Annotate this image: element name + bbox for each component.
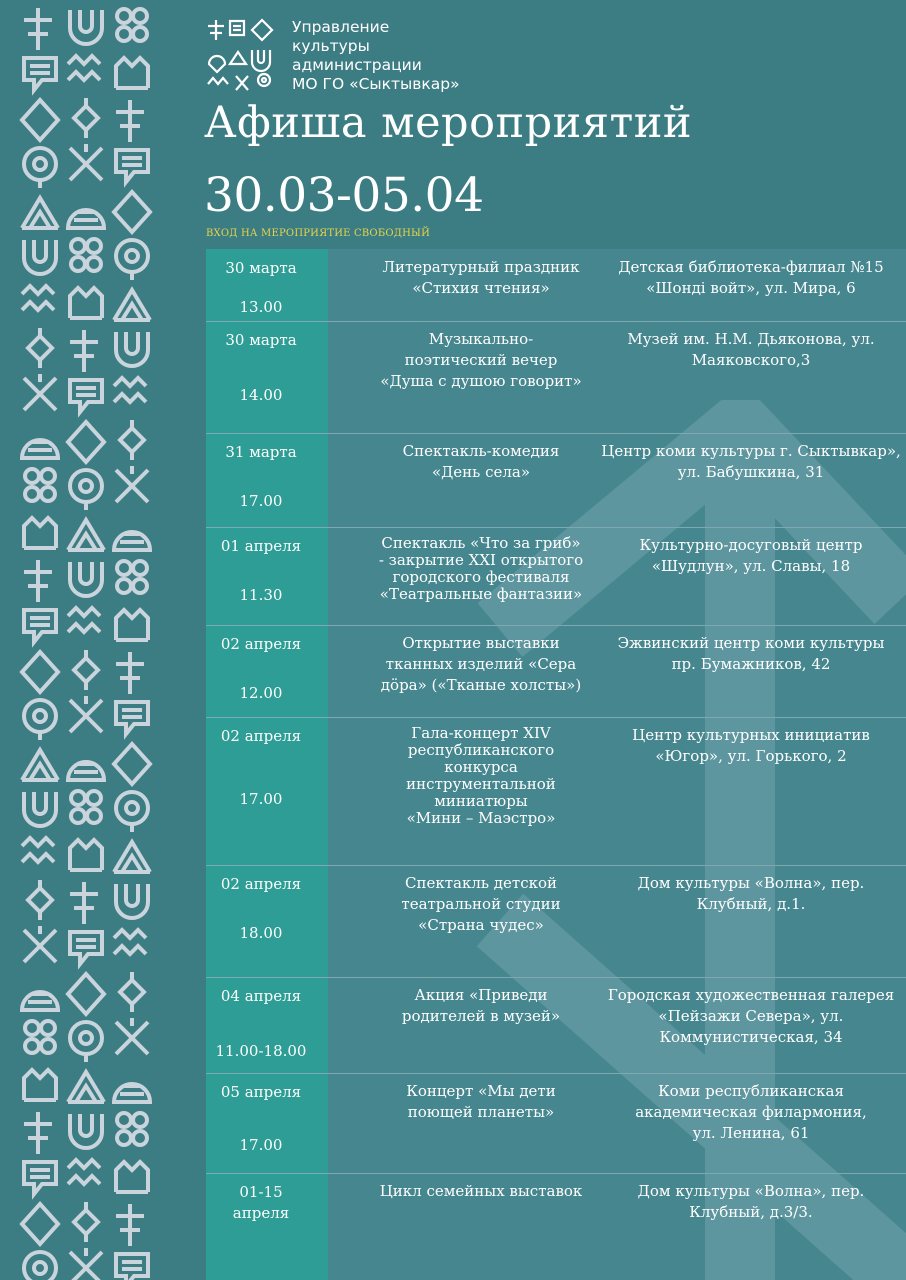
org-line: МО ГО «Сыктывкар»	[292, 75, 460, 93]
event-row	[206, 321, 906, 434]
event-row	[206, 249, 906, 322]
event-time: 12.00	[239, 684, 283, 702]
event-time: 11.00-18.00	[215, 1042, 307, 1060]
organization-name	[292, 18, 512, 94]
event-date: 02 апреля	[220, 875, 302, 893]
event-date: 01-15 апреля	[232, 1183, 290, 1222]
event-row	[206, 1073, 906, 1174]
event-row	[206, 625, 906, 718]
event-title: Спектакль «Что за гриб» - закрытие XXI открытого городского фестиваля «Театральные фантазии»	[378, 534, 584, 603]
event-date: 02 апреля	[220, 635, 302, 653]
org-line: культуры	[292, 37, 370, 55]
event-title: Акция «Приведи родителей в музей»	[401, 986, 561, 1025]
event-time: 18.00	[239, 924, 283, 942]
event-row	[206, 527, 906, 626]
header-logo	[206, 18, 506, 100]
event-place: Центр коми культуры г. Сыктывкар», ул. Бабушкина, 31	[601, 442, 901, 481]
event-place: Эжвинский центр коми культуры пр. Бумажников, 42	[617, 634, 885, 673]
event-time: 14.00	[239, 386, 283, 404]
date-range: 30.03-05.04	[204, 168, 484, 223]
event-title: Спектакль детской театральной студии «Страна чудес»	[401, 874, 561, 934]
event-place: Центр культурных инициатив «Югор», ул. Горького, 2	[632, 726, 870, 765]
ornament-pattern	[0, 0, 170, 1280]
event-row	[206, 433, 906, 528]
org-line: Управление	[292, 18, 390, 36]
event-date: 30 марта	[225, 259, 297, 277]
event-place: Дом культуры «Волна», пер. Клубный, д.1.	[637, 874, 865, 913]
event-row	[206, 977, 906, 1074]
event-title: Гала-концерт XIV республиканского конкурса инструментальной миниатюры «Мини – Маэстро»	[406, 724, 556, 827]
event-title: Открытие выставки тканных изделий «Сера дӧра» («Тканые холсты»)	[380, 634, 582, 694]
event-date: 30 марта	[225, 331, 297, 349]
org-line: администрации	[292, 56, 422, 74]
event-time: 17.00	[239, 1136, 283, 1154]
event-date: 05 апреля	[220, 1083, 302, 1101]
event-title: Цикл семейных выставок	[379, 1182, 583, 1200]
event-place: Коми республиканская академическая филармония, ул. Ленина, 61	[635, 1082, 867, 1142]
logo-mark-icon	[206, 18, 282, 94]
event-date: 01 апреля	[220, 537, 302, 555]
event-time: 17.00	[239, 492, 283, 510]
event-title: Концерт «Мы дети поющей планеты»	[406, 1082, 556, 1121]
event-place: Дом культуры «Волна», пер. Клубный, д.3/3.	[637, 1182, 865, 1221]
event-date: 31 марта	[225, 443, 297, 461]
event-place: Детская библиотека-филиал №15 «Шонді войт», ул. Мира, 6	[618, 258, 884, 297]
page-title: Афиша мероприятий	[204, 98, 693, 148]
event-place: Музей им. Н.М. Дьяконова, ул. Маяковского,3	[627, 330, 875, 369]
event-title: Спектакль-комедия «День села»	[402, 442, 560, 481]
event-date: 02 апреля	[220, 727, 302, 745]
event-title: Литературный праздник «Стихия чтения»	[382, 258, 580, 297]
event-place: Культурно-досуговый центр «Шудлун», ул. Славы, 18	[639, 536, 863, 575]
event-place: Городская художественная галерея «Пейзажи Севера», ул. Коммунистическая, 34	[607, 986, 895, 1046]
free-entry-note: ВХОД НА МЕРОПРИЯТИЕ СВОБОДНЫЙ	[206, 228, 430, 239]
event-row	[206, 717, 906, 866]
event-time: 13.00	[239, 298, 283, 316]
event-title: Музыкально- поэтический вечер «Душа с душою говорит»	[380, 330, 582, 390]
event-row	[206, 1173, 906, 1280]
schedule-table	[206, 249, 906, 1280]
event-time: 11.30	[239, 586, 283, 604]
event-row	[206, 865, 906, 978]
event-date: 04 апреля	[220, 987, 302, 1005]
event-time: 17.00	[239, 790, 283, 808]
